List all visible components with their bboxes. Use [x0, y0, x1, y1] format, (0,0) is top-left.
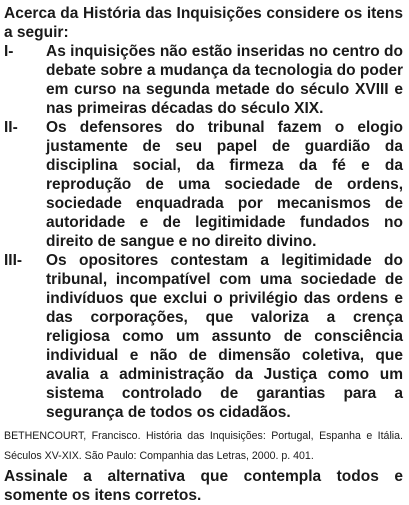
- question-intro: Acerca da História das Inquisições considere os itens a seguir:: [4, 5, 403, 41]
- statement-item-2: [4, 118, 403, 251]
- statement-item-1: [4, 42, 403, 118]
- statement-text: As inquisições não estão inseridas no centro do debate sobre a mudança da tecnologia do poder em curso na segunda metade do século XVIII e nas primeiras décadas do século XIX.: [46, 43, 403, 117]
- statement-list: [4, 42, 403, 422]
- statement-text: Os defensores do tribunal fazem o elogio justamente de seu papel de guardião da disciplina social, da firmeza da fé e da reprodução de uma sociedade de ordens, sociedade enquadrada por mecanismos de autoridade e de legitimidade fundados no direito de sangue e no direito divino.: [46, 119, 403, 250]
- statement-item-3: [4, 251, 403, 422]
- source-citation: BETHENCOURT, Francisco. História das Inquisições: Portugal, Espanha e Itália. Séculos XV-XIX. São Paulo: Companhia das Letras, 2000. p. 401.: [4, 430, 403, 462]
- statement-label: II-: [4, 119, 18, 136]
- question-document: [4, 4, 403, 505]
- statement-label: III-: [4, 252, 23, 269]
- statement-text: Os opositores contestam a legitimidade do tribunal, incompatível com uma sociedade de indivíduos que exclui o privilégio das ordens e das corporações, que valoriza a crença religiosa como um assunto de consciência individual e não de dimensão coletiva, que avalia a administração da Justiça como um sistema controlado de garantias para a segurança de todos os cidadãos.: [46, 252, 403, 421]
- statement-label: I-: [4, 43, 14, 60]
- question-prompt: Assinale a alternativa que contempla todos e somente os itens corretos.: [4, 468, 403, 504]
